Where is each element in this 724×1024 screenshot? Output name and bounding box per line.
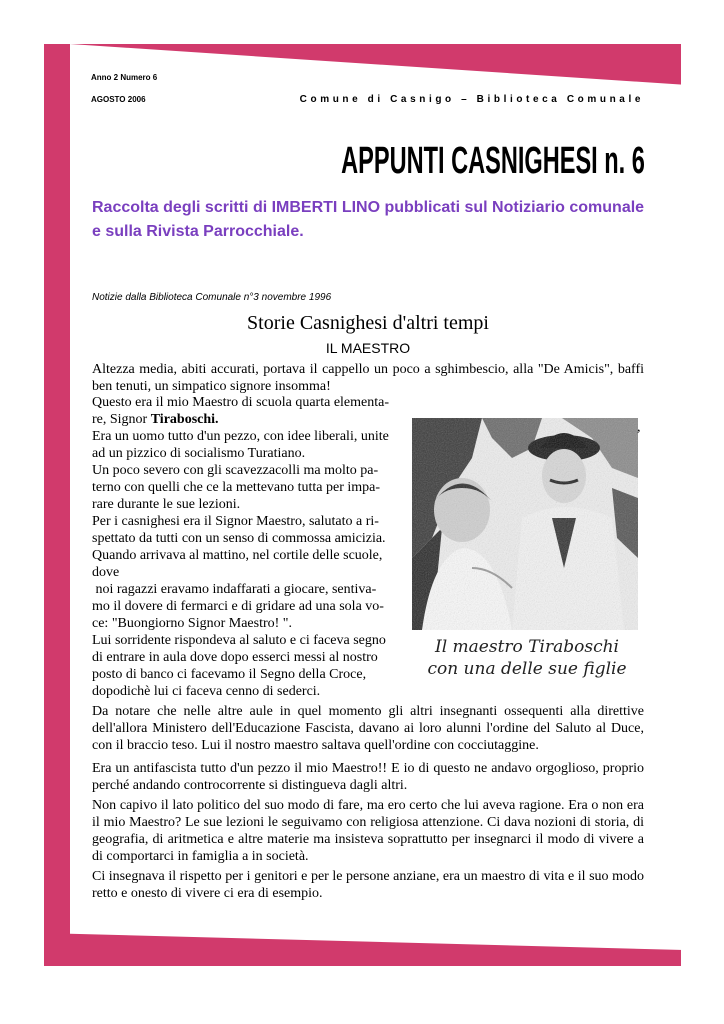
column-line: Lui sorridente rispondeva al saluto e ci faceva segno [92, 633, 386, 648]
article-paragraph: Non capivo il lato politico del suo modo di fare, ma ero certo che lui aveva ragione. Era o non era il mio Maestro? Le sue lezioni le seguivamo con religiosa attenzione. Ci dava nozioni di storia, di geografia, di aritmetica e altre materie ma insisteva soprattutto per insegnarci il modo di vivere a di comportarci in famiglia a in società. [92, 798, 644, 864]
article-intro: Altezza media, abiti accurati, portava il cappello un poco a sghimbescio, alla "De Amicis", baffi ben tenuti, un simpatico signore insomma! [92, 362, 644, 394]
column-line: mo il dovere di fermarci e di gridare ad una sola vo- [92, 599, 384, 614]
issue-date: AGOSTO 2006 [91, 95, 146, 104]
column-line-with-name [92, 411, 404, 428]
teacher-photo [412, 418, 638, 630]
photo-image [412, 418, 638, 630]
column-line-text: re, Signor [92, 412, 151, 427]
photo-caption-line: Il maestro Tiraboschi [435, 637, 619, 657]
column-line: dopodichè lui ci faceva cenno di sederci. [92, 684, 321, 699]
article-paragraph: Era un antifascista tutto d'un pezzo il mio Maestro!! E io di questo ne andavo orgoglioso, proprio perché andando controcorrente si distingueva dagli altri. [92, 761, 644, 793]
page-title: APPUNTI CASNIGHESI n. 6 [341, 140, 645, 182]
article-paragraph: Ci insegnava il rispetto per i genitori e per le persone anziane, era un maestro di vita e il suo modo retto e onesto di vivere ci era di esempio. [92, 869, 644, 901]
article-subtitle: IL MAESTRO [325, 340, 411, 356]
column-line: rare durante le sue lezioni. [92, 497, 241, 512]
column-line: Questo era il mio Maestro di scuola quarta elementa- [92, 395, 390, 410]
column-line: dove [92, 565, 120, 580]
column-line: Quando arrivava al mattino, nel cortile delle scuole, [92, 548, 383, 563]
column-line: Un poco severo con gli scavezzacolli ma molto pa- [92, 463, 379, 478]
column-line: ad un pizzico di socialismo Turatiano. [92, 446, 306, 461]
photo-mark: , [637, 420, 641, 435]
column-line: spettato da tutti con un senso di commossa amicizia. [92, 531, 386, 546]
teacher-name: Tiraboschi. [150, 412, 219, 427]
column-line: Per i casnighesi era il Signor Maestro, salutato a ri- [92, 514, 379, 529]
column-line: terno con quelli che ce la mettevano tutta per impa- [92, 480, 381, 495]
organization-header: Comune di Casnigo – Biblioteca Comunale [299, 94, 644, 105]
column-line: Era un uomo tutto d'un pezzo, con idee liberali, unite [92, 429, 389, 444]
article-source: Notizie dalla Biblioteca Comunale n°3 novembre 1996 [92, 292, 332, 303]
article-paragraph: Da notare che nelle altre aule in quel momento gli altri insegnanti ossequenti alla direttive dell'allora Ministero dell'Educazione Fascista, davano ai loro alunni l'ordine del Saluto al Duce, con il braccio teso. Lui il nostro maestro saltava quell'ordine con cocciutaggine. [92, 704, 644, 753]
column-line: noi ragazzi eravamo indaffarati a giocare, sentiva- [92, 582, 377, 597]
photo-caption-line: con una delle sue figlie [427, 659, 627, 679]
column-line: di entrare in aula dove dopo esserci messi al nostro [92, 650, 378, 665]
issue-number: Anno 2 Numero 6 [91, 73, 158, 82]
article-column [92, 394, 404, 700]
article-title: Storie Casnighesi d'altri tempi [247, 312, 489, 334]
page-subtitle: Raccolta degli scritti di IMBERTI LINO pubblicati sul Notiziario comunale e sulla Rivista Parrocchiale. [92, 199, 645, 240]
column-line: ce: "Buongiorno Signor Maestro! ". [92, 616, 293, 631]
column-line: posto di banco ci facevamo il Segno della Croce, [92, 667, 367, 682]
photo-caption [412, 636, 642, 680]
